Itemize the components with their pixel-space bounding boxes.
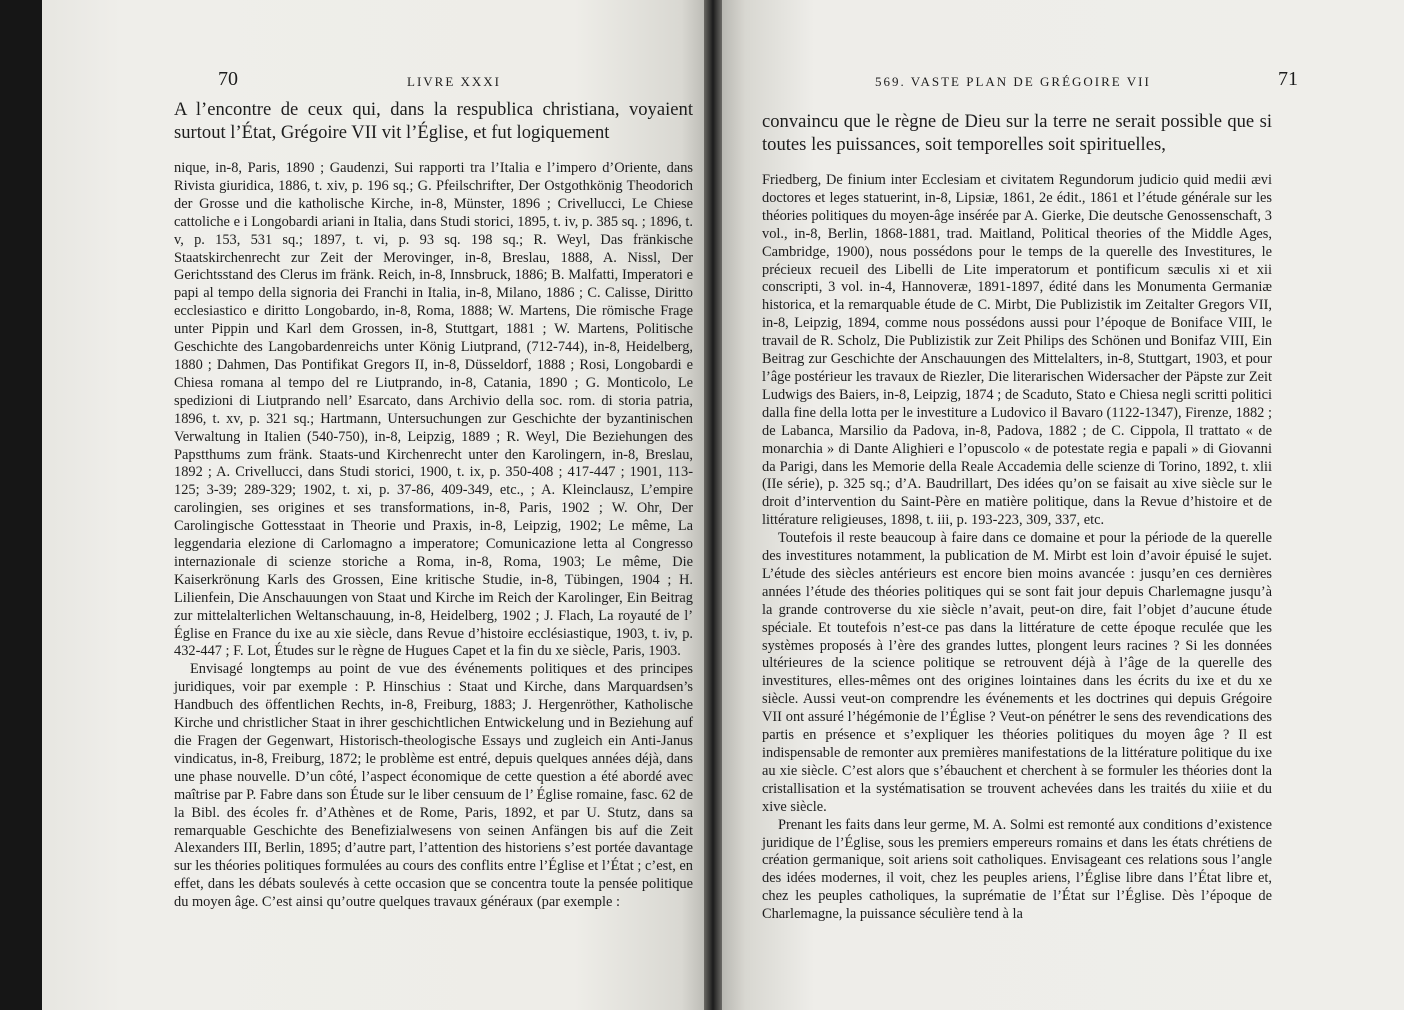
left-page-body bbox=[174, 98, 693, 912]
left-footnote-2: Envisagé longtemps au point de vue des événements politiques et des principes juridiques, voir par exemple : P. Hinschius : Staat und Kirche, dans Marquardsen’s Handbuch des öffentlichen Rechts, in-8, Freiburg, 1883; J. Hergenröther, Katholische Kirche und christlicher Staat in ihrer geschichtlichen Entwickelung und in Beziehung auf die Fragen der Gegenwart, Historisch-theologische Essays und zugleich ein Anti-Janus vindicatus, in-8, Freiburg, 1872; le problème est entré, depuis quelques années déjà, dans une phase nouvelle. D’un côté, l’aspect économique de cette question a été abordé avec maîtrise par P. Fabre dans son Étude sur le liber censuum de l’ Église romaine, fasc. 62 de la Bibl. des écoles fr. d’Athènes et de Rome, Paris, 1892, et par U. Stutz, dans sa remarquable Geschichte des Benefizialwesens von seinen Anfängen bis auf die Zeit Alexanders III, Berlin, 1895; d’autre part, l’attention des historiens s’est portée davantage sur les théories politiques formulées au cours des conflits entre l’Église et l’État ; c’est, en effet, dans les débats soulevés à cette occasion que se concentra toute la pensée politique du moyen âge. C’est ainsi qu’outre quelques travaux généraux (par exemple : bbox=[174, 661, 693, 911]
left-footnote-1: nique, in-8, Paris, 1890 ; Gaudenzi, Sui rapporti tra l’Italia e l’impero d’Oriente, dans Rivista giuridica, 1886, t. xiv, p. 196 sq.; G. Pfeilschrifter, Der Ostgothkönig Theodorich der Grosse und die katholische Kirche, in-8, Münster, 1896 ; Crivellucci, Le Chiese cattoliche e i Longobardi ariani in Italia, dans Studi storici, 1895, t. iv, p. 385 sq. ; 1896, t. v, p. 153, 531 sq.; 1897, t. vi, p. 93 sq. 198 sq.; R. Weyl, Das fränkische Staatskirchenrecht zur Zeit der Merovinger, in-8, Breslau, 1888, A. Nissl, Der Gerichtsstand des Clerus im fränk. Reich, in-8, Innsbruck, 1886; B. Malfatti, Imperatori e papi al tempo della signoria dei Franchi in Italia, in-8, Milano, 1886 ; C. Calisse, Diritto ecclesiastico e diritto Longobardo, in-8, Roma, 1888; W. Martens, Die römische Frage unter Pippin und Karl dem Grossen, in-8, Stuttgart, 1881 ; W. Martens, Politische Geschichte des Langobardenreichs unter König Liutprand, (712-744), in-8, Heidelberg, 1880 ; Dahmen, Das Pontifikat Gregors II, in-8, Düsseldorf, 1888 ; Rosi, Longobardi e Chiesa romana al tempo del re Liutprando, in-8, Catania, 1890 ; G. Monticolo, Le spedizioni di Liutprando nell’ Esarcato, dans Archivio della soc. rom. di storia patria, 1896, t. xv, p. 321 sq.; Hartmann, Untersuchungen zur Geschichte der byzantinischen Verwaltung in Italien (540-750), in-8, Leipzig, 1889 ; R. Weyl, Die Beziehungen des Papstthums zum fränk. Staats-und Kirchenrecht unter den Karolingern, in-8, Breslau, 1892 ; A. Crivellucci, dans Studi storici, 1900, t. ix, p. 350-408 ; 417-447 ; 1901, 113-125; 3-39; 289-329; 1902, t. xi, p. 37-86, 409-349, etc., ; A. Kleinclausz, L’empire carolingien, ses origines et ses transformations, in-8, Paris, 1902 ; W. Ohr, Der Carolingische Gottesstaat in Theorie und Praxis, in-8, Leipzig, 1902; Le même, La leggendaria elezione di Carlomagno a imperatore; Comunicazione letta al Congresso internazionale di scienze storiche a Roma, in-8, Roma, 1903; Le même, Die Kaiserkrönung Karls des Grossen, Eine kritische Studie, in-8, Tübingen, 1904 ; H. Lilienfein, Die Anschauungen von Staat und Kirche im Reich der Karolinger, Ein Beitrag zur mittelalterlichen Weltanschauung, in-8, Heidelberg, 1902 ; J. Flach, La royauté de l’ Église en France du ixe au xie siècle, dans Revue d’histoire ecclésiastique, 1903, t. iv, p. 432-447 ; F. Lot, Études sur le règne de Hugues Capet et la fin du xe siècle, Paris, 1903. bbox=[174, 160, 693, 660]
book-gutter bbox=[704, 0, 722, 1010]
right-page-header bbox=[760, 68, 1298, 96]
right-page-number: 71 bbox=[1278, 68, 1298, 90]
right-footnote-3: Prenant les faits dans leur germe, M. A. Solmi est remonté aux conditions d’existence juridique de l’Église, sous les premiers empereurs romains et dans les états chrétiens de création germanique, soit ariens soit catholiques. Envisageant ces relations sous l’angle des idées modernes, il voit, chez les peuples ariens, l’Église libre dans l’État libre et, chez les peuples catholiques, la suprématie de l’État sur l’Église. Dès l’époque de Charlemagne, la puissance séculière tend à la bbox=[762, 816, 1272, 923]
left-main-text: A l’encontre de ceux qui, dans la respublica christiana, voyaient surtout l’État, Grégoire VII vit l’Église, et fut logiquement bbox=[174, 99, 693, 143]
right-footnote-2: Toutefois il reste beaucoup à faire dans ce domaine et pour la période de la querelle des investitures notamment, la publication de M. Mirbt est loin d’avoir épuisé le sujet. L’étude des siècles antérieurs est encore bien moins avancée : jusqu’en ces dernières années l’étude des théories politiques qui se sont fait jour depuis Charlemagne jusqu’à la grande controverse du xie siècle n’avait, peut-on dire, fait l’objet d’aucune étude spéciale. Et toutefois n’est-ce pas dans la littérature de cette époque reculée que les systèmes proposés à l’ère des grandes luttes, plongent leurs racines ? Si les données ultérieures de la science politique se retrouvent déjà à l’âge de la querelle des investitures, elles-mêmes ont des origines lointaines dans les écrits du ixe et du xe siècle. Aussi veut-on comprendre les événements et les doctrines qui depuis Grégoire VII ont assuré l’hégémonie de l’Église ? Veut-on pénétrer le sens des revendications des partis en présence et s’expliquer les théories politiques du moyen âge ? Il est indispensable de remonter aux premières manifestations de la littérature politique du ixe au xie siècle. C’est alors que s’ébauchent et cherchent à se formuler les théories dont la cristallisation et la systématisation se trouvent achevées dans les traités du xiiie et du xive siècle. bbox=[762, 530, 1272, 815]
left-page-header bbox=[170, 70, 708, 96]
left-page-number: 70 bbox=[218, 68, 238, 90]
right-footnote-1: Friedberg, De finium inter Ecclesiam et civitatem Regundorum judicio quid medii ævi doctores et leges statuerint, in-8, Lipsiæ, 1861, 2e édit., 1861 et l’étude générale sur les théories politiques du moyen-âge insérée par A. Gierke, Die deutsche Genossenschaft, 3 vol., in-8, Berlin, 1868-1881, trad. Maitland, Political theories of the Middle Ages, Cambridge, 1900), nous possédons pour le temps de la querelle des Investitures, le précieux recueil des Libelli de Lite imperatorum et pontificum sæculis xi et xii conscripti, 3 vol. in-4, Hannoveræ, 1891-1897, édité dans les Monumenta Germaniæ historica, et la remarquable étude de C. Mirbt, Die Publizistik im Zeitalter Gregors VII, in-8, Leipzig, 1894, comme nous possédons aussi pour l’époque de Boniface VIII, le travail de R. Scholz, Die Publizistik zur Zeit Philips des Schönen und Bonifaz VIII, Ein Beitrag zur Geschichte der Anschauungen des Mittelalters, in-8, Stuttgart, 1903, et pour l’âge postérieur les travaux de Riezler, Die literarischen Widersacher der Päpste zur Zeit Ludwigs des Baiers, in-8, Leipzig, 1874 ; de Scaduto, Stato e Chiesa negli scritti politici dalla fine della lotta per le investiture a Ludovico il Bavaro (1122-1347), Firenze, 1882 ; de Labanca, Marsilio da Padova, in-8, Padova, 1882 ; de C. Cippola, Il trattato « de monarchia » di Dante Alighieri e l’opuscolo « de potestate regia e papali » di Giovanni da Parigi, dans les Memorie della Reale Accademia delle scienze di Torino, 1892, t. xlii (IIe série), p. 325 sq.; d’A. Baudrillart, Des idées qu’on se faisait au xive siècle sur le droit d’intervention du Saint-Père en matière politique, dans la Revue d’histoire et de littérature religieuses, 1898, t. iii, p. 193-223, 309, 337, etc. bbox=[762, 172, 1272, 529]
left-running-head: LIVRE XXXI bbox=[407, 74, 502, 89]
right-running-head: 569. VASTE PLAN DE GRÉGOIRE VII bbox=[875, 74, 1151, 89]
right-page-body bbox=[762, 110, 1272, 924]
right-main-text: convaincu que le règne de Dieu sur la terre ne serait possible que si toutes les puissances, soit temporelles soit spirituelles, bbox=[762, 111, 1272, 155]
